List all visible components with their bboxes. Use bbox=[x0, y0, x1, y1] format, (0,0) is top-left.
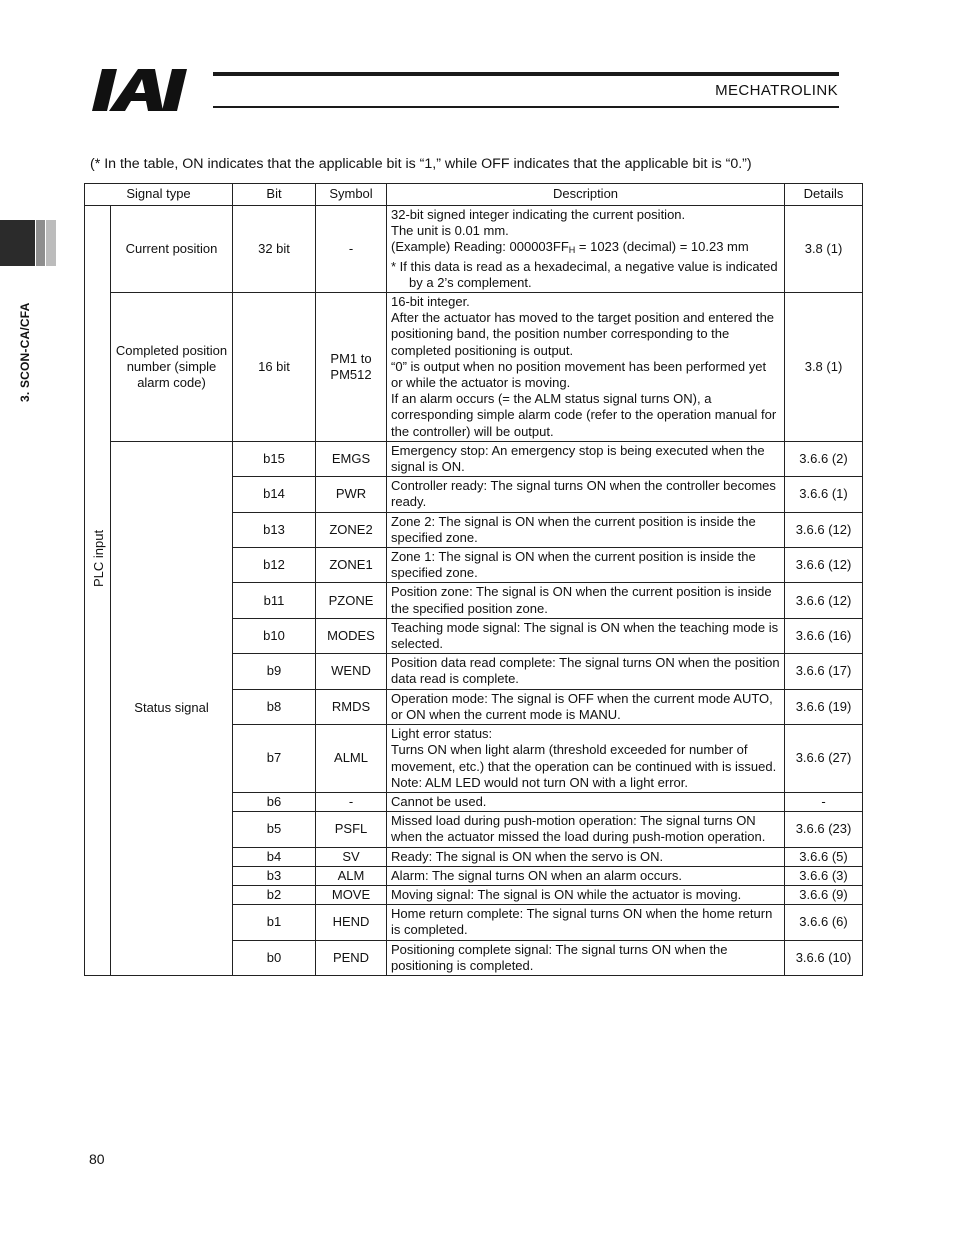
description-cell: Controller ready: The signal turns ON when the controller becomes ready. bbox=[387, 477, 785, 512]
details-cell: 3.8 (1) bbox=[785, 293, 863, 442]
description-cell: Position zone: The signal is ON when the current position is inside the specified position zone. bbox=[387, 583, 785, 618]
bit-cell: b4 bbox=[233, 847, 316, 866]
header-rule-thick bbox=[213, 72, 839, 76]
table-row bbox=[85, 441, 863, 476]
header-bit: Bit bbox=[233, 184, 316, 206]
hex-subscript: H bbox=[568, 245, 576, 256]
details-cell: 3.6.6 (5) bbox=[785, 847, 863, 866]
description-line: The unit is 0.01 mm. bbox=[391, 223, 509, 239]
details-cell: 3.8 (1) bbox=[785, 206, 863, 293]
bit-cell: b12 bbox=[233, 548, 316, 583]
status-signal-cell: Status signal bbox=[111, 441, 233, 975]
symbol-cell: PEND bbox=[316, 940, 387, 975]
symbol-cell: MOVE bbox=[316, 885, 387, 904]
symbol-cell: - bbox=[316, 206, 387, 293]
bit-cell: b5 bbox=[233, 812, 316, 847]
symbol-cell: ZONE2 bbox=[316, 512, 387, 547]
header-details: Details bbox=[785, 184, 863, 206]
bit-cell: b2 bbox=[233, 885, 316, 904]
description-line: After the actuator has moved to the target position and entered the positioning band, the position number corresponding to the completed positioning is output. bbox=[391, 310, 775, 358]
page-number: 80 bbox=[89, 1151, 105, 1167]
bit-cell: b11 bbox=[233, 583, 316, 618]
description-cell: Moving signal: The signal is ON while the actuator is moving. bbox=[387, 885, 785, 904]
signal-type-cell: Current position bbox=[111, 206, 233, 293]
bit-cell: b8 bbox=[233, 689, 316, 724]
symbol-cell: PWR bbox=[316, 477, 387, 512]
details-cell: 3.6.6 (19) bbox=[785, 689, 863, 724]
table-row bbox=[85, 206, 863, 293]
bit-cell: b15 bbox=[233, 441, 316, 476]
plc-input-label: PLC input bbox=[91, 529, 106, 587]
chapter-tab-accent bbox=[36, 220, 45, 266]
details-cell: 3.6.6 (10) bbox=[785, 940, 863, 975]
table-note: (* In the table, ON indicates that the applicable bit is “1,” while OFF indicates that the applicable bit is “0.”) bbox=[90, 156, 752, 172]
bit-cell: 16 bit bbox=[233, 293, 316, 442]
symbol-cell: RMDS bbox=[316, 689, 387, 724]
product-name: MECHATROLINK bbox=[715, 82, 838, 99]
description-cell: Positioning complete signal: The signal turns ON when the positioning is completed. bbox=[387, 940, 785, 975]
symbol-cell: WEND bbox=[316, 654, 387, 689]
symbol-cell: ZONE1 bbox=[316, 548, 387, 583]
details-cell: 3.6.6 (17) bbox=[785, 654, 863, 689]
symbol-cell: PSFL bbox=[316, 812, 387, 847]
symbol-cell: ALM bbox=[316, 866, 387, 885]
header-rule-thin bbox=[213, 106, 839, 108]
description-line: “0” is output when no position movement has been performed yet or while the actuator is moving. bbox=[391, 358, 767, 391]
bit-cell: b6 bbox=[233, 792, 316, 811]
description-line: 16-bit integer. bbox=[391, 294, 470, 310]
chapter-tab bbox=[0, 220, 35, 266]
symbol-cell: PZONE bbox=[316, 583, 387, 618]
table-header-row bbox=[85, 184, 863, 206]
signal-table bbox=[84, 183, 863, 976]
details-cell: - bbox=[785, 792, 863, 811]
symbol-cell: - bbox=[316, 792, 387, 811]
example-text-tail: = 1023 (decimal) = 10.23 mm bbox=[575, 239, 749, 255]
details-cell: 3.6.6 (9) bbox=[785, 885, 863, 904]
bit-cell: b0 bbox=[233, 940, 316, 975]
symbol-cell: ALML bbox=[316, 725, 387, 793]
bit-cell: b3 bbox=[233, 866, 316, 885]
bit-cell: b9 bbox=[233, 654, 316, 689]
details-cell: 3.6.6 (12) bbox=[785, 548, 863, 583]
bit-cell: 32 bit bbox=[233, 206, 316, 293]
signal-type-cell: Completed position number (simple alarm code) bbox=[111, 293, 233, 442]
bit-cell: b1 bbox=[233, 905, 316, 940]
description-line: 32-bit signed integer indicating the current position. bbox=[391, 207, 686, 222]
description-cell bbox=[387, 206, 785, 293]
description-cell: Zone 2: The signal is ON when the current position is inside the specified zone. bbox=[387, 512, 785, 547]
details-cell: 3.6.6 (3) bbox=[785, 866, 863, 885]
details-cell: 3.6.6 (12) bbox=[785, 583, 863, 618]
description-cell: Operation mode: The signal is OFF when the current mode AUTO, or ON when the current mode is MANU. bbox=[387, 689, 785, 724]
symbol-cell: EMGS bbox=[316, 441, 387, 476]
description-cell: Zone 1: The signal is ON when the current position is inside the specified zone. bbox=[387, 548, 785, 583]
description-cell: Teaching mode signal: The signal is ON when the teaching mode is selected. bbox=[387, 618, 785, 653]
header-symbol: Symbol bbox=[316, 184, 387, 206]
description-cell: Home return complete: The signal turns ON when the home return is completed. bbox=[387, 905, 785, 940]
description-cell: Light error status: Turns ON when light alarm (threshold exceeded for number of movement, etc.) that the operation can be continued with is issued. Note: ALM LED would not turn ON with a light error. bbox=[387, 725, 785, 793]
header-signal-type: Signal type bbox=[85, 184, 233, 206]
iai-logo bbox=[92, 69, 208, 111]
details-cell: 3.6.6 (1) bbox=[785, 477, 863, 512]
table-row bbox=[85, 293, 863, 442]
chapter-tab-accent-light bbox=[46, 220, 56, 266]
details-cell: 3.6.6 (6) bbox=[785, 905, 863, 940]
description-cell: Ready: The signal is ON when the servo is ON. bbox=[387, 847, 785, 866]
details-cell: 3.6.6 (23) bbox=[785, 812, 863, 847]
bit-cell: b14 bbox=[233, 477, 316, 512]
plc-input-group bbox=[85, 206, 111, 976]
description-line bbox=[391, 239, 780, 258]
description-cell: Emergency stop: An emergency stop is being executed when the signal is ON. bbox=[387, 441, 785, 476]
example-text: (Example) Reading: 000003FF bbox=[391, 239, 569, 255]
details-cell: 3.6.6 (27) bbox=[785, 725, 863, 793]
description-footnote: * If this data is read as a hexadecimal, a negative value is indicated by a 2’s complement. bbox=[391, 258, 778, 290]
bit-cell: b10 bbox=[233, 618, 316, 653]
description-cell: Alarm: The signal turns ON when an alarm occurs. bbox=[387, 866, 785, 885]
symbol-cell: MODES bbox=[316, 618, 387, 653]
details-cell: 3.6.6 (2) bbox=[785, 441, 863, 476]
details-cell: 3.6.6 (12) bbox=[785, 512, 863, 547]
symbol-cell: SV bbox=[316, 847, 387, 866]
header-description: Description bbox=[387, 184, 785, 206]
description-line: If an alarm occurs (= the ALM status signal turns ON), a corresponding simple alarm code (refer to the operation manual for the controller) will be output. bbox=[391, 391, 777, 439]
bit-cell: b13 bbox=[233, 512, 316, 547]
symbol-cell: HEND bbox=[316, 905, 387, 940]
description-cell bbox=[387, 293, 785, 442]
chapter-label: 3. SCON-CA/CFA bbox=[18, 302, 32, 402]
description-cell: Cannot be used. bbox=[387, 792, 785, 811]
description-cell: Missed load during push-motion operation: The signal turns ON when the actuator missed the load during push-motion operation. bbox=[387, 812, 785, 847]
symbol-cell: PM1 to PM512 bbox=[316, 293, 387, 442]
details-cell: 3.6.6 (16) bbox=[785, 618, 863, 653]
bit-cell: b7 bbox=[233, 725, 316, 793]
description-cell: Position data read complete: The signal turns ON when the position data read is complete. bbox=[387, 654, 785, 689]
